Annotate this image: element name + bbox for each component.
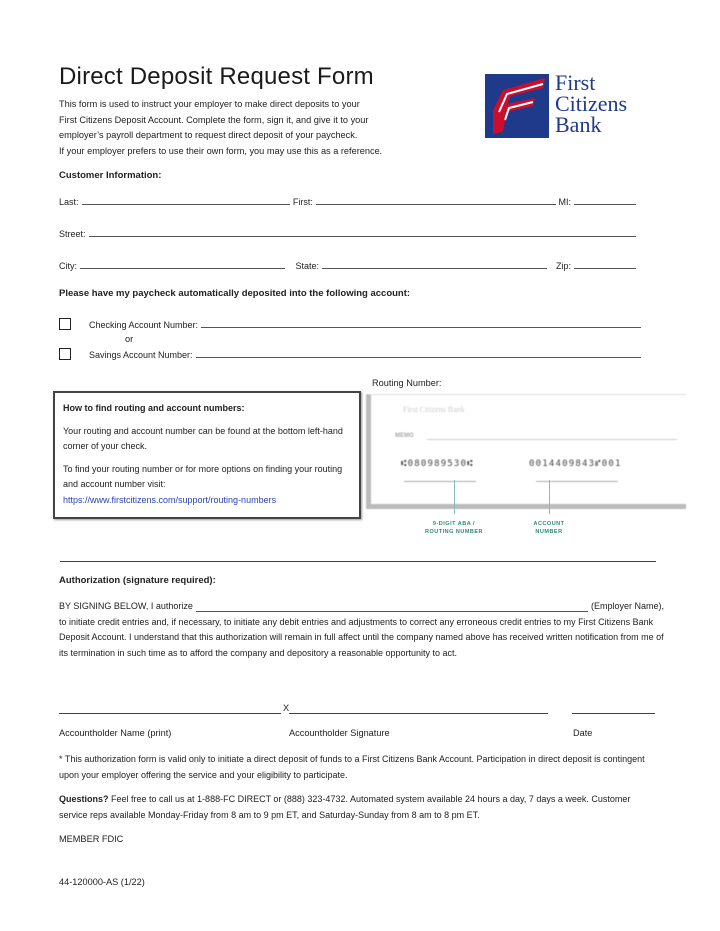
intro-line: If your employer prefers to use their own form, you may use this as a reference. — [59, 146, 383, 157]
routing-numbers-link[interactable]: https://www.firstcitizens.com/support/routing-numbers — [63, 494, 277, 505]
last-label: Last: — [59, 197, 79, 207]
city-field[interactable] — [80, 268, 285, 269]
authorization-text — [59, 599, 664, 661]
help-text: To find your routing number or for more options on finding your routing and account number visit: — [63, 463, 343, 489]
intro-line: First Citizens Deposit Account. Complete the form, sign it, and give it to your — [59, 114, 369, 125]
auth-text-body: to initiate credit entries and, if necessary, to initiate any debit entries and adjustments to correct any erroneous credit entries to my First Citizens Bank Deposit Account. I understand that this authorization will remain in full affect until the company named above has received written notification from me of its termination in such time as to afford the company and depository a reasonable opportunity to act. — [59, 616, 664, 658]
checking-checkbox[interactable] — [59, 318, 71, 330]
checking-account-field[interactable] — [201, 327, 641, 328]
or-text: or — [125, 334, 134, 344]
flag-logo-icon — [485, 70, 551, 140]
footnote: * This authorization form is valid only to initiate a direct deposit of funds to a First Citizens Bank Account. Participation in direct deposit is contingent upon your employer offering the service and your eligibility to participate. — [59, 754, 645, 780]
mi-label: MI: — [558, 197, 571, 207]
logo-text: First — [555, 70, 596, 95]
routing-number-label: Routing Number: — [372, 378, 442, 388]
intro-text — [59, 97, 459, 160]
signature-field[interactable] — [289, 713, 548, 714]
questions-body: Feel free to call us at 1-888-FC DIRECT or (888) 323-4732. Automated system available 24 hours a day, 7 days a week. Customer service reps available Monday-Friday from 8 am to 9 pm ET, and Saturday-Sunday from 8 am to 8 pm ET. — [59, 794, 631, 820]
caption-line: ROUTING NUMBER — [424, 529, 484, 535]
authorization-heading: Authorization (signature required): — [59, 575, 216, 586]
street-label: Street: — [59, 229, 86, 239]
logo-text: Bank — [555, 112, 602, 137]
intro-line: employer’s payroll department to request direct deposit of your paycheck. — [59, 130, 358, 141]
zip-field[interactable] — [574, 268, 636, 269]
date-label: Date — [573, 728, 593, 738]
date-field[interactable] — [572, 713, 655, 714]
form-code: 44-120000-AS (1/22) — [59, 877, 145, 887]
auth-text-employer: (Employer Name), — [590, 601, 664, 611]
checking-label: Checking Account Number: — [89, 320, 199, 330]
check-memo: MEMO — [395, 433, 414, 439]
check-routing-number: ⑆080989530⑆ — [401, 459, 474, 469]
city-label: City: — [59, 261, 77, 271]
savings-account-field[interactable] — [196, 357, 641, 358]
check-account-number: 0014409843⑈001 — [529, 459, 622, 469]
sample-check-image — [366, 394, 686, 509]
help-text: Your routing and account number can be found at the bottom left-hand corner of your check. — [63, 425, 343, 451]
last-field[interactable] — [82, 204, 290, 205]
divider — [60, 561, 656, 562]
first-label: First: — [292, 197, 313, 207]
name-print-field[interactable] — [59, 713, 281, 714]
questions-text — [59, 792, 654, 823]
mi-field[interactable] — [574, 204, 636, 205]
account-heading: Please have my paycheck automatically deposited into the following account: — [59, 288, 411, 299]
bank-logo — [485, 70, 645, 142]
customer-info-heading: Customer Information: — [59, 170, 162, 181]
name-print-label: Accountholder Name (print) — [59, 728, 172, 738]
caption-line: 9-DIGIT ABA / — [432, 521, 476, 527]
help-heading: How to find routing and account numbers: — [63, 403, 245, 413]
state-field[interactable] — [322, 268, 547, 269]
street-field[interactable] — [89, 236, 636, 237]
zip-label: Zip: — [555, 261, 571, 271]
routing-help-box — [53, 391, 361, 519]
signature-x: X — [283, 703, 290, 713]
routing-caption — [414, 520, 494, 536]
savings-checkbox[interactable] — [59, 348, 71, 360]
employer-name-field[interactable] — [196, 611, 588, 612]
questions-label: Questions? — [59, 794, 109, 804]
state-label: State: — [295, 261, 320, 271]
savings-label: Savings Account Number: — [89, 350, 193, 360]
signature-label: Accountholder Signature — [289, 728, 390, 738]
intro-line: This form is used to instruct your employer to make direct deposits to your — [59, 99, 360, 109]
member-fdic: MEMBER FDIC — [59, 834, 124, 844]
check-bank-name: First Citizens Bank — [403, 405, 465, 414]
logo-text: Citizens — [555, 91, 628, 116]
first-field[interactable] — [316, 204, 556, 205]
auth-text-start: BY SIGNING BELOW, I authorize — [59, 601, 193, 611]
page-title: Direct Deposit Request Form — [59, 63, 374, 90]
account-caption: ACCOUNT NUMBER — [533, 521, 565, 535]
